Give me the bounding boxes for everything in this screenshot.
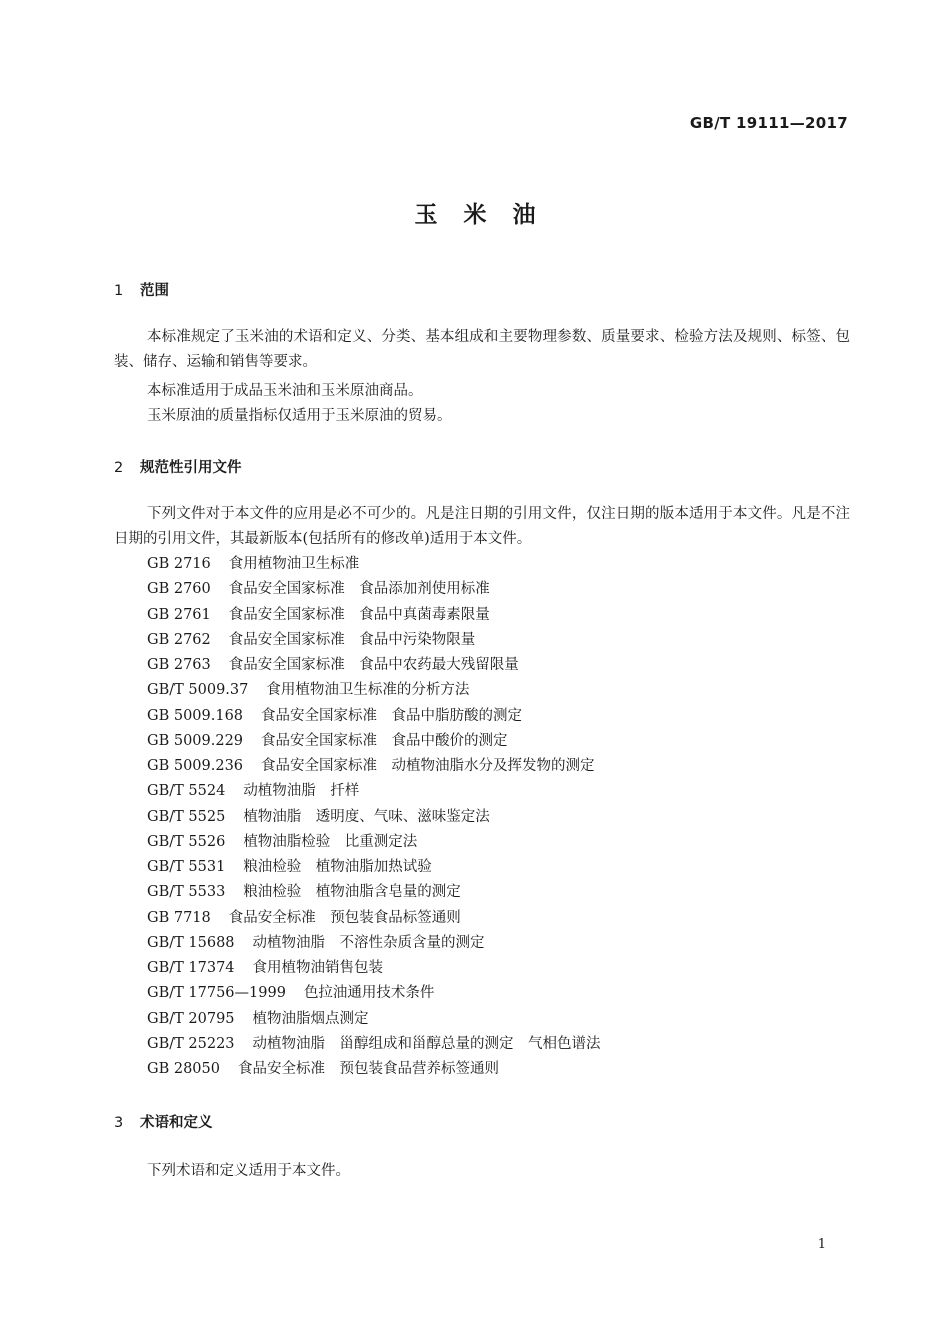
reference-item [147, 603, 601, 628]
reference-item [147, 981, 601, 1006]
reference-code: GB 5009.229 [147, 732, 244, 749]
reference-title: 食品安全国家标准 食品中农药最大残留限量 [228, 657, 519, 673]
reference-title: 粮油检验 植物油脂加热试验 [243, 859, 432, 875]
reference-code: GB 5009.168 [147, 707, 244, 724]
reference-item [147, 1007, 601, 1032]
reference-item [147, 805, 601, 830]
reference-item [147, 754, 601, 779]
reference-code: GB/T 5533 [147, 884, 226, 901]
scope-crude-oil-note: 玉米原油的质量指标仅适用于玉米原油的贸易。 [147, 408, 452, 424]
reference-code: GB/T 17374 [147, 960, 235, 976]
reference-title: 植物油脂检验 比重测定法 [243, 833, 418, 850]
reference-item [147, 729, 601, 754]
section-2-heading [114, 456, 242, 477]
page-number: 1 [817, 1237, 826, 1252]
reference-title: 食用植物油卫生标准的分析方法 [266, 682, 470, 699]
reference-item [147, 628, 601, 653]
references-intro: 下列文件对于本文件的应用是必不可少的。凡是注日期的引用文件，仅注日期的版本适用于本文件。凡是不注日期的引用文件，其最新版本(包括所有的修改单)适用于本文件。 [114, 506, 850, 548]
scope-applicability: 本标准适用于成品玉米油和玉米原油商品。 [147, 383, 423, 399]
reference-title: 动植物油脂 甾醇组成和甾醇总量的测定 气相色谱法 [252, 1035, 601, 1052]
terms-intro: 下列术语和定义适用于本文件。 [147, 1163, 350, 1179]
reference-title: 食品安全标准 预包装食品营养标签通则 [237, 1061, 499, 1077]
reference-item [147, 653, 601, 678]
reference-code: GB 2761 [147, 606, 211, 623]
reference-title: 食品安全国家标准 动植物油脂水分及挥发物的测定 [261, 758, 595, 774]
reference-code: GB/T 25223 [147, 1035, 235, 1052]
reference-title: 植物油脂 透明度、气味、滋味鉴定法 [243, 808, 490, 825]
reference-code: GB/T 17756—1999 [147, 985, 286, 1002]
reference-code: GB 2716 [147, 556, 211, 572]
reference-code: GB/T 5524 [147, 783, 226, 800]
reference-title: 食品安全国家标准 食品中真菌毒素限量 [228, 606, 490, 623]
section-3-heading [114, 1111, 213, 1132]
reference-title: 食品安全国家标准 食品中酸价的测定 [261, 732, 508, 749]
reference-item [147, 906, 601, 931]
reference-item [147, 678, 601, 703]
reference-item [147, 931, 601, 956]
reference-title: 食品安全国家标准 食品添加剂使用标准 [228, 581, 490, 598]
reference-item [147, 830, 601, 855]
reference-item [147, 704, 601, 729]
reference-item [147, 1057, 601, 1082]
reference-code: GB 28050 [147, 1061, 220, 1077]
scope-paragraph: 本标准规定了玉米油的术语和定义、分类、基本组成和主要物理参数、质量要求、检验方法及规则、标签、包装、储存、运输和销售等要求。 [114, 329, 850, 371]
reference-code: GB/T 15688 [147, 934, 235, 951]
reference-title: 动植物油脂 扦样 [243, 783, 360, 800]
reference-code: GB/T 5531 [147, 859, 226, 875]
reference-item [147, 552, 601, 577]
section-title: 术语和定义 [140, 1115, 213, 1131]
reference-item [147, 956, 601, 981]
reference-code: GB 2762 [147, 631, 211, 648]
reference-code: GB/T 20795 [147, 1010, 235, 1027]
reference-item [147, 880, 601, 905]
reference-code: GB 5009.236 [147, 758, 244, 774]
reference-item [147, 1032, 601, 1057]
reference-list [147, 552, 601, 1082]
section-title: 规范性引用文件 [140, 460, 242, 476]
section-1-heading [114, 279, 169, 300]
section-title: 范围 [140, 283, 169, 299]
reference-item [147, 779, 601, 804]
reference-code: GB 2760 [147, 581, 211, 598]
reference-item [147, 577, 601, 602]
reference-code: GB 7718 [147, 909, 211, 926]
reference-title: 动植物油脂 不溶性杂质含量的测定 [252, 934, 485, 951]
reference-code: GB/T 5526 [147, 833, 226, 850]
reference-code: GB/T 5525 [147, 808, 226, 825]
reference-item [147, 855, 601, 880]
section-number: 1 [114, 283, 124, 299]
reference-title: 植物油脂烟点测定 [252, 1010, 369, 1027]
reference-title: 食用植物油卫生标准 [228, 556, 360, 572]
section-number: 2 [114, 460, 124, 476]
standard-code: GB/T 19111—2017 [689, 114, 848, 132]
reference-title: 食品安全国家标准 食品中脂肪酸的测定 [261, 707, 523, 724]
reference-title: 食用植物油销售包装 [252, 960, 384, 976]
reference-title: 粮油检验 植物油脂含皂量的测定 [243, 884, 461, 901]
section-number: 3 [114, 1115, 124, 1131]
reference-title: 色拉油通用技术条件 [303, 985, 435, 1002]
reference-title: 食品安全标准 预包装食品标签通则 [228, 909, 461, 926]
document-title: 玉米油 [414, 202, 562, 228]
reference-code: GB/T 5009.37 [147, 682, 249, 699]
reference-code: GB 2763 [147, 657, 211, 673]
reference-title: 食品安全国家标准 食品中污染物限量 [228, 631, 476, 648]
